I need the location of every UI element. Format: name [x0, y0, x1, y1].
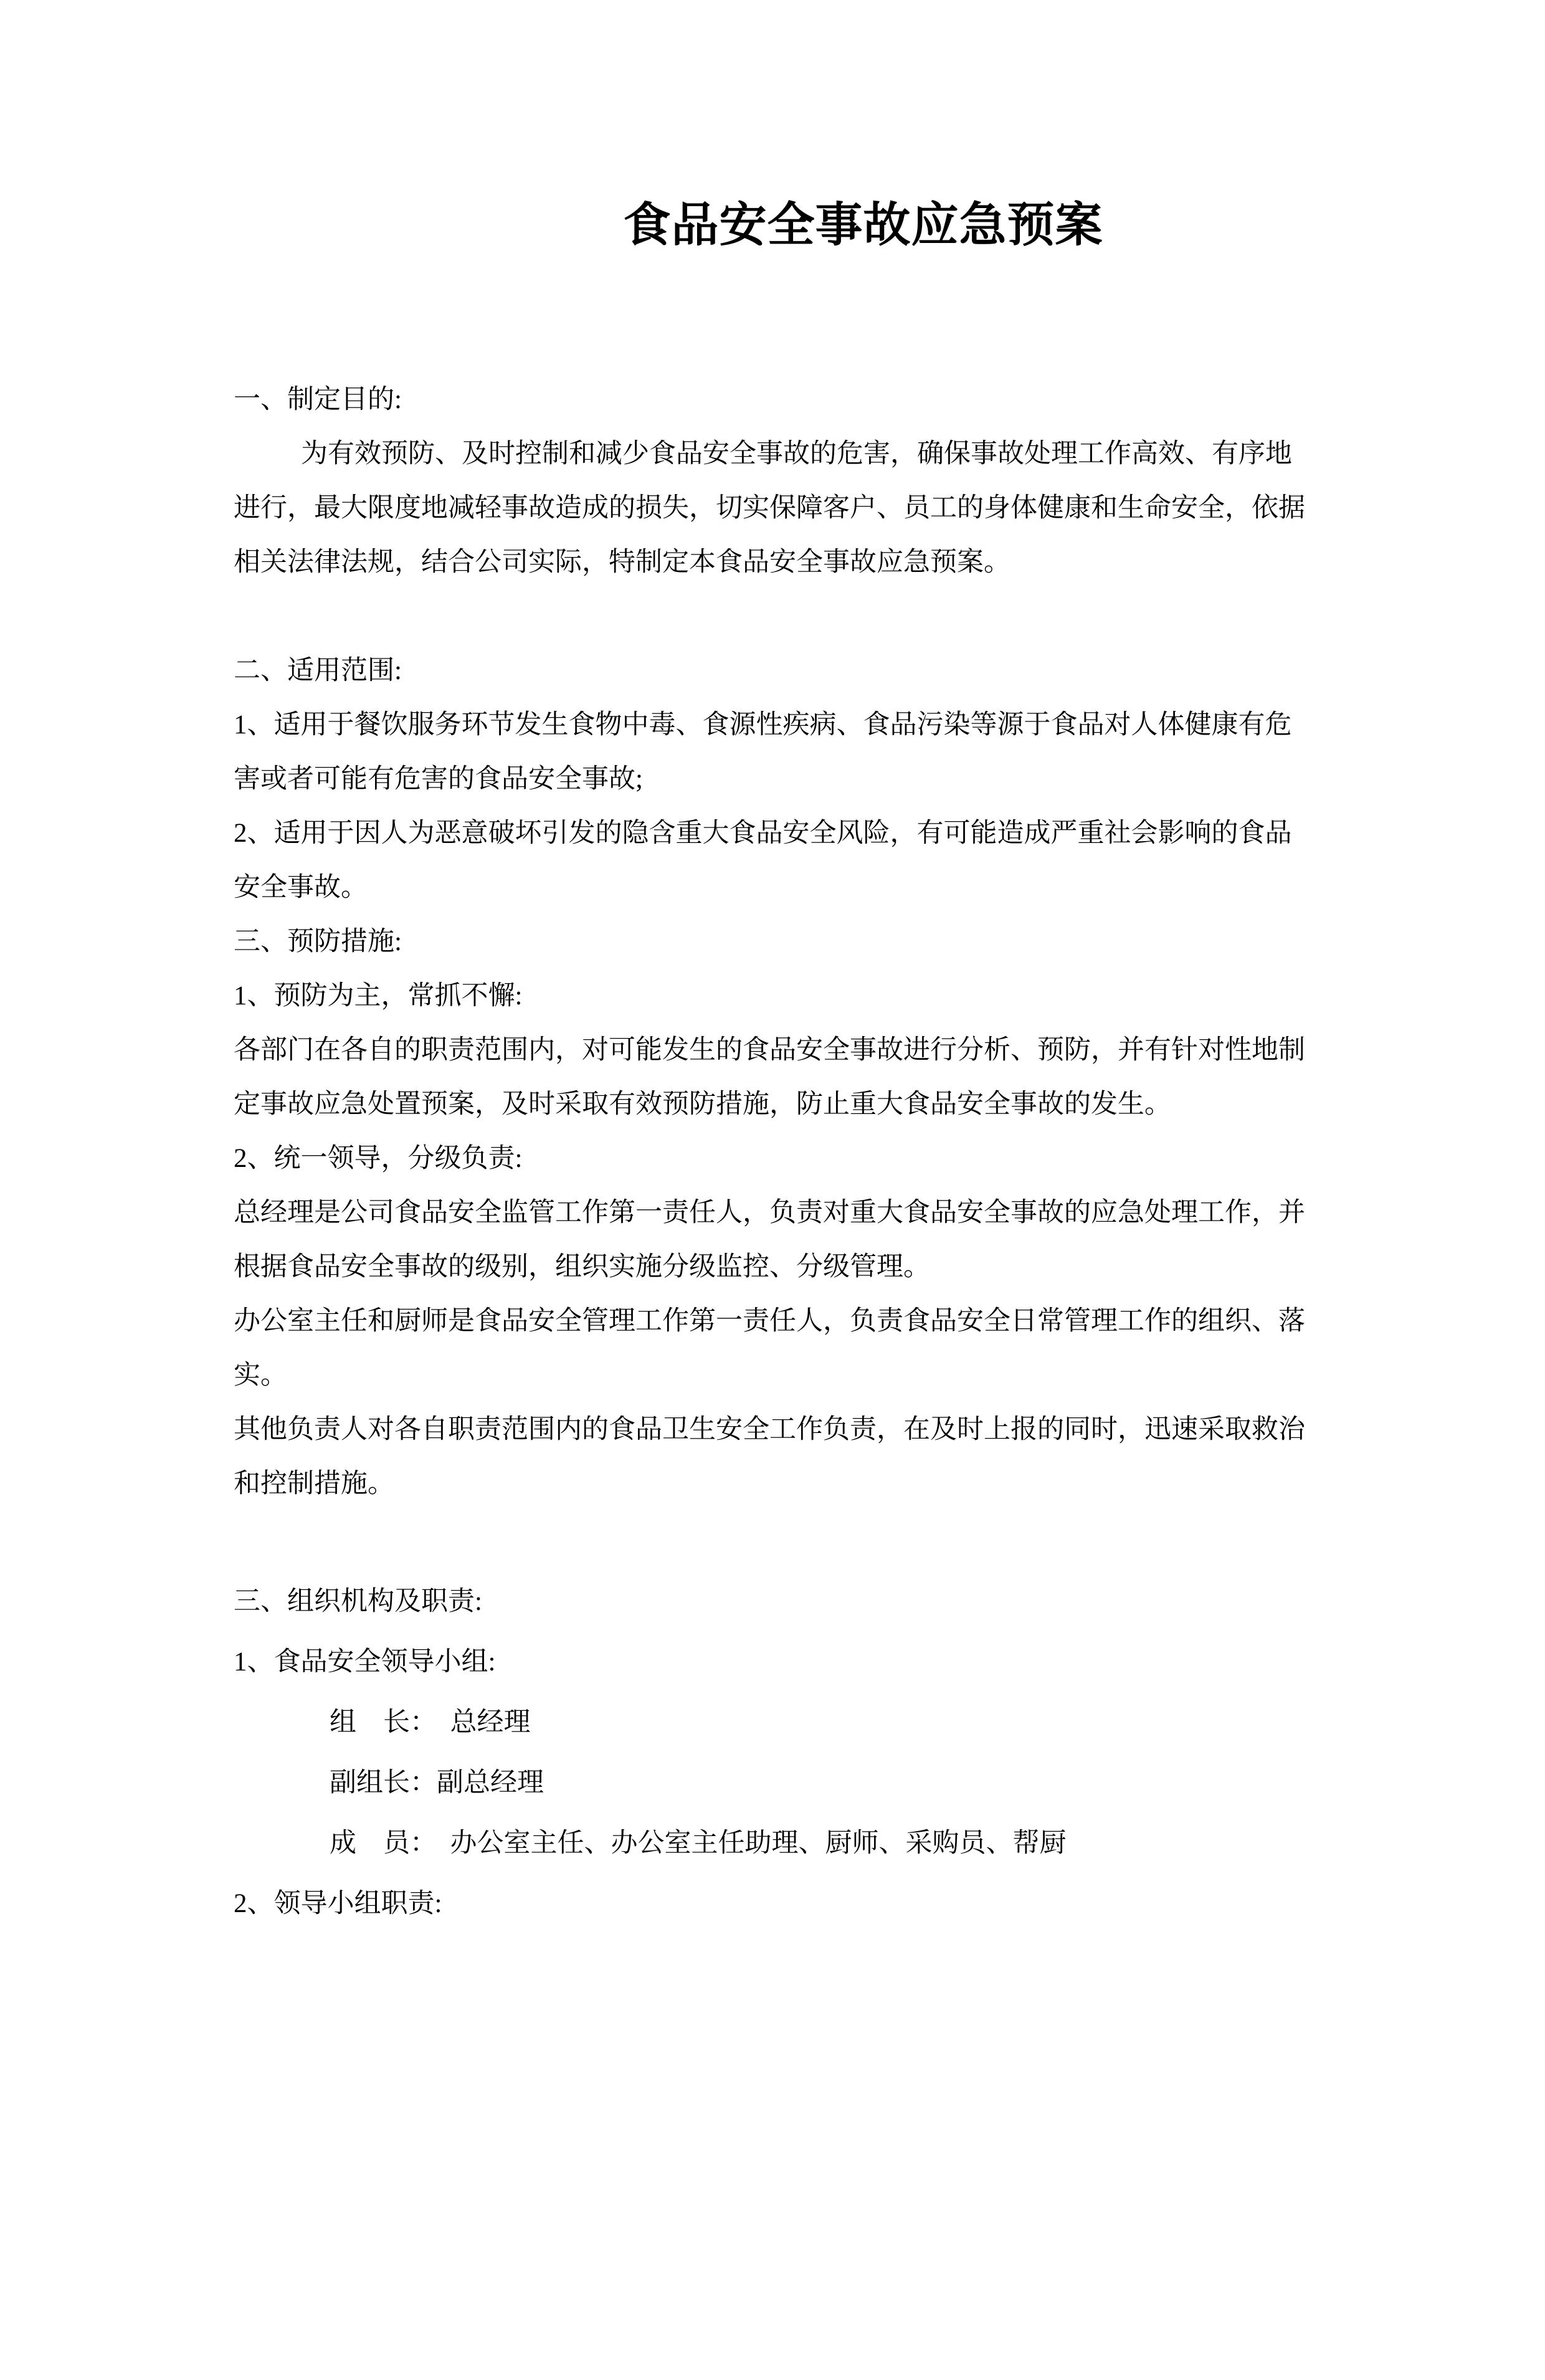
- text-line: 组 长： 总经理: [330, 1708, 531, 1737]
- text-line: 一、制定目的:: [234, 385, 402, 414]
- text-line: 和控制措施。: [234, 1469, 394, 1498]
- document-page: [0, 194, 1545, 2380]
- text-line: 三、组织机构及职责:: [234, 1587, 482, 1616]
- text-line: 其他负责人对各自职责范围内的食品卫生安全工作负责，在及时上报的同时，迅速采取救治: [234, 1415, 1305, 1444]
- text-line: 总经理是公司食品安全监管工作第一责任人，负责对重大食品安全事故的应急处理工作，并: [234, 1198, 1305, 1227]
- text-line: 2、适用于因人为恶意破坏引发的隐含重大食品安全风险，有可能造成严重社会影响的食品: [234, 819, 1292, 848]
- text-line: 二、适用范围:: [234, 656, 402, 685]
- text-line: 实。: [234, 1361, 287, 1390]
- text-line: 根据食品安全事故的级别，组织实施分级监控、分级管理。: [234, 1252, 930, 1282]
- section-sec-a: [234, 373, 1316, 1511]
- blank-line: [234, 1511, 1316, 1571]
- text-line: 安全事故。: [234, 873, 368, 902]
- text-line: 1、预防为主，常抓不懈:: [234, 981, 523, 1011]
- text-line: 害或者可能有危害的食品安全事故;: [234, 764, 643, 794]
- text-line: 为有效预防、及时控制和减少食品安全事故的危害，确保事故处理工作高效、有序地: [301, 439, 1292, 469]
- section-sec-b: [234, 1511, 1316, 1934]
- document-body: [234, 373, 1316, 1934]
- text-line: 相关法律法规，结合公司实际，特制定本食品安全事故应急预案。: [234, 548, 1010, 577]
- text-line: 各部门在各自的职责范围内，对可能发生的食品安全事故进行分析、预防，并有针对性地制: [234, 1035, 1305, 1065]
- text-line: 2、领导小组职责:: [234, 1889, 442, 1918]
- document-title: 食品安全事故应急预案: [623, 199, 1103, 252]
- blank-line: [234, 589, 1316, 644]
- text-line: 1、适用于餐饮服务环节发生食物中毒、食源性疾病、食品污染等源于食品对人体健康有危: [234, 710, 1292, 740]
- text-line: 副组长：副总经理: [330, 1768, 544, 1797]
- text-line: 成 员： 办公室主任、办公室主任助理、厨师、采购员、帮厨: [330, 1829, 1067, 1858]
- text-line: 三、预防措施:: [234, 927, 402, 956]
- text-line: 办公室主任和厨师是食品安全管理工作第一责任人，负责食品安全日常管理工作的组织、落: [234, 1307, 1305, 1336]
- text-line: 1、食品安全领导小组:: [234, 1647, 496, 1677]
- text-line: 进行，最大限度地减轻事故造成的损失，切实保障客户、员工的身体健康和生命安全，依据: [234, 493, 1305, 523]
- text-line: 2、统一领导，分级负责:: [234, 1144, 523, 1173]
- text-line: 定事故应急处置预案，及时采取有效预防措施，防止重大食品安全事故的发生。: [234, 1090, 1171, 1119]
